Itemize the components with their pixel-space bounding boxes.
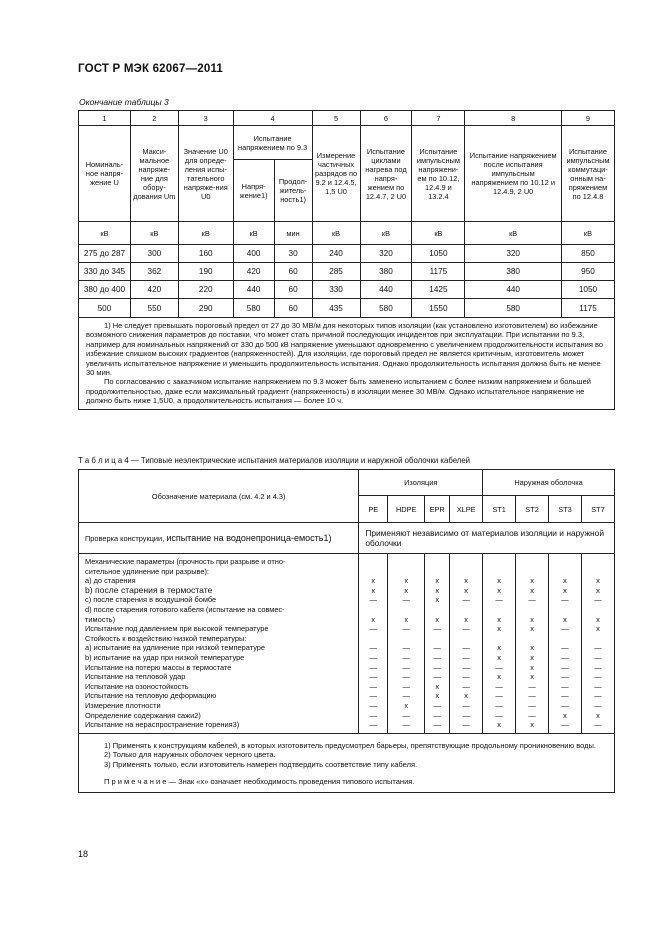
material-column-header: XLPE bbox=[450, 496, 483, 523]
mark-cell: — bbox=[462, 720, 470, 730]
col-num: 9 bbox=[561, 111, 614, 126]
table-cell: 1425 bbox=[412, 281, 465, 299]
test-row-label: Испытание на озоностойкость bbox=[85, 681, 189, 691]
mark-cell: — bbox=[594, 643, 602, 653]
mark-cell: — bbox=[561, 652, 569, 662]
mark-column bbox=[425, 554, 450, 734]
mark-cell: — bbox=[369, 652, 377, 662]
mark-cell: — bbox=[402, 691, 410, 701]
mark-cell: x bbox=[435, 576, 440, 586]
test-row-label: Механические параметры (прочность при разрыве и отно- bbox=[85, 557, 286, 566]
mark-cell: — bbox=[594, 700, 602, 710]
mark-cell bbox=[582, 567, 614, 577]
mark-cell: — bbox=[528, 691, 536, 701]
material-column-header: ST1 bbox=[483, 496, 516, 523]
table3-note-1: 1) Не следует превышать пороговый предел от 27 до 30 МВ/м для некоторых типов изоляции (как установлено изготовителем) во избежание возможного снижения параметров до поставки, что может стать причиной последующих инцидентов при эксплуатации. При испытании по 9.3, например для номинальных напряжений от 330 до 500 кВ напряжение уменьшают одновременно с увеличением продолжительности испытания во избежание слишком высоких градиентов (напряженностей). Для изоляции, где пороговый предел не является критичным, изготовитель может увеличить испытательное напряжение и уменьшить продолжительность испытания. Однако продолжительность испытания должна быть не менее 30 мин. bbox=[86, 321, 604, 378]
header-impulse: Испытание импульсным напряжени-ем по 10.12, 12.4.9 и 13.2.4 bbox=[412, 126, 465, 222]
table-cell: 380 bbox=[360, 263, 412, 281]
mark-cell: x bbox=[596, 710, 600, 720]
mark-cell bbox=[516, 557, 548, 567]
table-cell: 220 bbox=[178, 281, 233, 299]
mark-cell: — bbox=[369, 662, 377, 672]
mark-cell: — bbox=[462, 681, 470, 691]
mark-cell: x bbox=[371, 585, 376, 595]
mark-cell: x bbox=[464, 576, 468, 586]
table-cell: 320 bbox=[360, 245, 412, 263]
header-after-impulse: Испытание напряжением после испытания импульсным напряжением по 10.12 и 12.4.9, 2 U0 bbox=[465, 126, 562, 222]
table-cell: 380 bbox=[465, 263, 562, 281]
test-row-label: Испытание под давлением при высокой температуре bbox=[85, 624, 269, 634]
table-cell: 330 bbox=[312, 281, 360, 299]
mark-cell: — bbox=[402, 710, 410, 720]
mark-cell: — bbox=[462, 624, 470, 634]
mark-cell: x bbox=[435, 585, 440, 595]
table-row bbox=[79, 245, 615, 263]
mark-cell: — bbox=[433, 643, 441, 653]
test-row-label: Определение содержания сажи2) bbox=[85, 710, 201, 720]
mark-cell: — bbox=[495, 681, 503, 691]
col-num: 5 bbox=[312, 111, 360, 126]
unit-cell: кВ bbox=[312, 222, 360, 245]
material-column-header: PE bbox=[359, 496, 388, 523]
mark-cell: — bbox=[369, 681, 377, 691]
table-cell: 1175 bbox=[561, 299, 614, 318]
col-num: 2 bbox=[130, 111, 178, 126]
table-cell: 160 bbox=[178, 245, 233, 263]
mark-cell: — bbox=[433, 700, 441, 710]
table-row bbox=[79, 299, 615, 318]
mark-cell bbox=[549, 567, 581, 577]
sheath-header: Наружная оболочка bbox=[483, 470, 615, 496]
unit-cell: кВ bbox=[233, 222, 274, 245]
mark-column bbox=[483, 554, 516, 734]
mark-cell: — bbox=[561, 691, 569, 701]
unit-cell: кВ bbox=[412, 222, 465, 245]
mark-cell bbox=[450, 557, 482, 567]
mark-cell bbox=[359, 605, 387, 615]
mark-column bbox=[388, 554, 425, 734]
mark-cell: — bbox=[561, 624, 569, 634]
mark-cell: x bbox=[530, 643, 534, 653]
test-row-label: Испытание на тепловую деформацию bbox=[85, 691, 217, 701]
mark-cell: — bbox=[369, 710, 377, 720]
mark-cell: x bbox=[497, 643, 501, 653]
mark-cell: — bbox=[402, 681, 410, 691]
mark-cell bbox=[582, 634, 614, 644]
table-cell: 580 bbox=[233, 299, 274, 318]
mark-cell: — bbox=[369, 643, 377, 653]
mark-cell bbox=[516, 634, 548, 644]
table3-notes bbox=[79, 318, 615, 410]
mark-cell: x bbox=[464, 691, 468, 701]
table4-notes bbox=[79, 733, 615, 793]
mark-cell: — bbox=[369, 691, 377, 701]
mark-cell: — bbox=[528, 700, 536, 710]
mark-cell bbox=[483, 567, 515, 577]
unit-cell: кВ bbox=[79, 222, 131, 245]
header-max-voltage: Макси-мальное напряже-ние для обору-дования Um bbox=[130, 126, 178, 222]
test-row-label: c) после старения в воздушной бомбе bbox=[85, 595, 217, 605]
header-nominal-voltage: Номиналь-ное напря-жение U bbox=[79, 126, 131, 222]
mark-cell: — bbox=[462, 662, 470, 672]
test-row-label: b) испытание на удар при низкой температуре bbox=[85, 652, 245, 662]
unit-cell: кВ bbox=[178, 222, 233, 245]
mark-cell: — bbox=[369, 720, 377, 730]
mark-cell: — bbox=[402, 672, 410, 682]
mark-cell bbox=[450, 567, 482, 577]
test-row-label: а) испытание на удлинение при низкой температуре bbox=[85, 643, 266, 653]
table3-caption: Окончание таблицы 3 bbox=[79, 97, 169, 107]
test-row-label: Испытание на потерю массы в термостате bbox=[85, 662, 232, 672]
mark-cell: x bbox=[464, 585, 468, 595]
mark-column bbox=[359, 554, 388, 734]
mark-cell: x bbox=[530, 614, 534, 624]
table-row bbox=[79, 263, 615, 281]
mark-cell: x bbox=[404, 614, 409, 624]
mark-cell: x bbox=[596, 614, 600, 624]
mark-cell bbox=[388, 557, 424, 567]
mark-cell: — bbox=[402, 662, 410, 672]
page-header: ГОСТ Р МЭК 62067—2011 bbox=[78, 63, 224, 75]
table-cell: 580 bbox=[465, 299, 562, 318]
table3-note-2: По согласованию с заказчиком испытание напряжением по 9.3 может быть заменено испытанием с более низким напряжением и большей продолжительностью, даже если максимальный градиент (напряженность) в изоляции менее 30 МВ/м. Однако испытательное напряжение не должно быть ниже 1,5U0, а продолжительность испытания — более 10 ч. bbox=[86, 377, 591, 406]
table-cell: 60 bbox=[274, 299, 312, 318]
mark-cell: x bbox=[435, 691, 440, 701]
table-cell: 420 bbox=[233, 263, 274, 281]
table-cell: 400 bbox=[233, 245, 274, 263]
mark-cell: x bbox=[371, 614, 376, 624]
table-cell: 580 bbox=[360, 299, 412, 318]
mark-cell: x bbox=[497, 576, 501, 586]
table-cell: 190 bbox=[178, 263, 233, 281]
mark-cell: — bbox=[594, 720, 602, 730]
mark-cell: — bbox=[594, 595, 602, 605]
mark-cell: — bbox=[495, 691, 503, 701]
mark-cell: — bbox=[402, 643, 410, 653]
mark-cell bbox=[549, 634, 581, 644]
mark-cell: — bbox=[561, 672, 569, 682]
mark-cell: x bbox=[497, 720, 501, 730]
col-num: 7 bbox=[412, 111, 465, 126]
table-cell: 30 bbox=[274, 245, 312, 263]
mark-cell bbox=[388, 634, 424, 644]
header-u0: Значение U0 для опреде-ления испы-тательного напряже-ния U0 bbox=[178, 126, 233, 222]
test-row-label: Испытание на тепловой удар bbox=[85, 672, 186, 682]
header-partial-discharge: Измерение частичных разрядов по 9.2 и 12.4.5, 1,5 U0 bbox=[312, 126, 360, 222]
mark-cell: x bbox=[563, 710, 567, 720]
test-row-label: Измерение плотности bbox=[85, 700, 161, 710]
table-cell: 275 до 287 bbox=[79, 245, 131, 263]
table-cell: 440 bbox=[465, 281, 562, 299]
col-num: 4 bbox=[233, 111, 312, 126]
mark-cell: x bbox=[435, 595, 440, 605]
material-column-header: HDPE bbox=[388, 496, 425, 523]
table-cell: 950 bbox=[561, 263, 614, 281]
header-duration: Продол-житель-ность1) bbox=[274, 160, 312, 222]
page-number: 18 bbox=[78, 849, 89, 859]
mark-cell bbox=[359, 634, 387, 644]
table-cell: 420 bbox=[130, 281, 178, 299]
mark-cell: — bbox=[528, 710, 536, 720]
mark-cell bbox=[425, 567, 449, 577]
mark-cell bbox=[359, 567, 387, 577]
table-cell: 1175 bbox=[412, 263, 465, 281]
material-column-header: ST3 bbox=[549, 496, 582, 523]
mark-cell: x bbox=[404, 700, 409, 710]
test-list bbox=[79, 554, 359, 734]
col-num: 6 bbox=[360, 111, 412, 126]
table-cell: 380 до 400 bbox=[79, 281, 131, 299]
table-cell: 550 bbox=[130, 299, 178, 318]
mark-cell: — bbox=[561, 595, 569, 605]
test-row-label: d) после старения готового кабеля (испытание на совмес- bbox=[85, 604, 285, 614]
mark-cell bbox=[516, 567, 548, 577]
table-3 bbox=[78, 110, 615, 410]
mark-cell: — bbox=[369, 624, 377, 634]
column-number-row bbox=[79, 111, 615, 126]
table-cell: 330 до 345 bbox=[79, 263, 131, 281]
test-row-label: b) после старения в термостате bbox=[85, 584, 213, 595]
table-cell: 320 bbox=[465, 245, 562, 263]
material-column-header: ST2 bbox=[516, 496, 549, 523]
mark-cell bbox=[388, 605, 424, 615]
unit-cell: кВ bbox=[561, 222, 614, 245]
test-row-label: Испытание на нераспространение горения3) bbox=[85, 720, 240, 730]
mark-cell: x bbox=[371, 576, 376, 586]
mark-cell: x bbox=[497, 652, 501, 662]
mark-cell: x bbox=[563, 576, 567, 586]
mark-cell bbox=[549, 605, 581, 615]
mark-cell bbox=[359, 557, 387, 567]
mark-cell: — bbox=[561, 700, 569, 710]
mark-cell bbox=[483, 557, 515, 567]
mark-cell: — bbox=[369, 595, 377, 605]
mark-cell: x bbox=[497, 624, 501, 634]
table-cell: 1050 bbox=[561, 281, 614, 299]
mark-cell: — bbox=[594, 662, 602, 672]
mark-cell bbox=[425, 605, 449, 615]
mark-cell bbox=[450, 605, 482, 615]
mark-cell: — bbox=[369, 700, 377, 710]
table-row bbox=[79, 281, 615, 299]
table-cell: 440 bbox=[360, 281, 412, 299]
test-row-label: сительное удлинение при разрыве): bbox=[85, 566, 209, 576]
test-row-label: а) до старения bbox=[85, 576, 136, 586]
mark-column bbox=[581, 554, 614, 734]
mark-cell bbox=[582, 605, 614, 615]
test-row-label: Стойкость к воздействию низкой температуры: bbox=[85, 633, 247, 643]
mark-column bbox=[549, 554, 582, 734]
mark-cell bbox=[483, 634, 515, 644]
header-switching-impulse: Испытание импульсным коммутаци-онным на-пряжением по 12.4.8 bbox=[561, 126, 614, 222]
design-check-value: Применяют независимо от материалов изоляции и наружной оболочки bbox=[359, 523, 615, 554]
table-cell: 362 bbox=[130, 263, 178, 281]
mark-cell: — bbox=[462, 700, 470, 710]
units-row bbox=[79, 222, 615, 245]
mark-cell: — bbox=[433, 672, 441, 682]
table-cell: 435 bbox=[312, 299, 360, 318]
col-num: 3 bbox=[178, 111, 233, 126]
mark-cell: — bbox=[402, 595, 410, 605]
mark-cell bbox=[388, 567, 424, 577]
table4-remark: П р и м е ч а н и е — Знак «x» означает необходимость проведения типового испытания. bbox=[104, 776, 415, 786]
mark-cell: — bbox=[495, 595, 503, 605]
table-cell: 290 bbox=[178, 299, 233, 318]
mark-cell: — bbox=[462, 643, 470, 653]
mark-cell: x bbox=[530, 624, 534, 634]
mark-cell: — bbox=[402, 652, 410, 662]
mark-column bbox=[516, 554, 549, 734]
mark-cell: — bbox=[462, 652, 470, 662]
mark-cell: — bbox=[433, 710, 441, 720]
test-row-label: тимость) bbox=[85, 614, 116, 624]
mark-cell: — bbox=[495, 710, 503, 720]
table4-note-1: 1) Применять к конструкциям кабелей, в которых изготовитель предусмотрел барьеры, препятствующие продольному проникновению воды. bbox=[104, 740, 596, 750]
mark-cell bbox=[483, 605, 515, 615]
unit-cell: кВ bbox=[360, 222, 412, 245]
col-num: 1 bbox=[79, 111, 131, 126]
mark-cell: — bbox=[594, 691, 602, 701]
mark-cell: x bbox=[596, 624, 600, 634]
table-cell: 440 bbox=[233, 281, 274, 299]
mark-cell: — bbox=[462, 672, 470, 682]
mark-cell: x bbox=[530, 672, 534, 682]
mark-cell: — bbox=[594, 681, 602, 691]
mark-cell bbox=[425, 557, 449, 567]
mark-cell: — bbox=[433, 624, 441, 634]
table-cell: 60 bbox=[274, 281, 312, 299]
mark-cell: — bbox=[561, 720, 569, 730]
mark-cell: — bbox=[561, 662, 569, 672]
mark-cell: x bbox=[497, 585, 501, 595]
mark-cell: x bbox=[530, 662, 534, 672]
material-column-header: EPR bbox=[425, 496, 450, 523]
mark-cell: — bbox=[462, 595, 470, 605]
table-cell: 300 bbox=[130, 245, 178, 263]
table4-note-2: 2) Только для наружных оболочек черного цвета. bbox=[104, 750, 276, 760]
mark-cell: — bbox=[594, 652, 602, 662]
mark-cell bbox=[582, 557, 614, 567]
table-cell: 1050 bbox=[412, 245, 465, 263]
material-header: Обозначение материала (см. 4.2 и 4.3) bbox=[79, 470, 359, 523]
mark-cell: x bbox=[435, 614, 440, 624]
mark-cell: — bbox=[402, 624, 410, 634]
table-cell: 240 bbox=[312, 245, 360, 263]
mark-cell: — bbox=[594, 672, 602, 682]
mark-cell: x bbox=[596, 585, 600, 595]
material-column-header: ST7 bbox=[581, 496, 614, 523]
mark-cell: x bbox=[497, 614, 501, 624]
mark-cell: — bbox=[561, 681, 569, 691]
table4-caption: Т а б л и ц а 4 — Типовые неэлектрические испытания материалов изоляции и наружной оболочки кабелей bbox=[78, 456, 471, 465]
mark-cell bbox=[549, 557, 581, 567]
mark-cell: — bbox=[495, 662, 503, 672]
mark-cell: x bbox=[464, 614, 468, 624]
mark-column bbox=[450, 554, 483, 734]
table-cell: 500 bbox=[79, 299, 131, 318]
mark-cell: — bbox=[561, 643, 569, 653]
col-num: 8 bbox=[465, 111, 562, 126]
unit-cell: мин bbox=[274, 222, 312, 245]
header-voltage-test: Испытание напряжением по 9.3 bbox=[233, 126, 312, 160]
mark-cell: — bbox=[433, 652, 441, 662]
mark-cell bbox=[450, 634, 482, 644]
insulation-header: Изоляция bbox=[359, 470, 483, 496]
mark-cell: x bbox=[530, 652, 534, 662]
unit-cell: кВ bbox=[465, 222, 562, 245]
table-cell: 285 bbox=[312, 263, 360, 281]
mark-cell: — bbox=[495, 700, 503, 710]
table-4 bbox=[78, 469, 615, 793]
mark-cell bbox=[425, 634, 449, 644]
table-cell: 60 bbox=[274, 263, 312, 281]
mark-cell bbox=[516, 605, 548, 615]
mark-cell: x bbox=[497, 672, 501, 682]
mark-cell: x bbox=[435, 681, 440, 691]
table-cell: 1550 bbox=[412, 299, 465, 318]
mark-cell: x bbox=[563, 585, 567, 595]
mark-cell: x bbox=[563, 614, 567, 624]
mark-cell: — bbox=[462, 710, 470, 720]
mark-cell: x bbox=[530, 576, 534, 586]
mark-cell: — bbox=[433, 662, 441, 672]
mark-cell: x bbox=[530, 585, 534, 595]
mark-cell: x bbox=[404, 585, 409, 595]
header-voltage: Напря-жение1) bbox=[233, 160, 274, 222]
mark-cell: — bbox=[528, 681, 536, 691]
header-heating-cycle: Испытание циклами нагрева под напря-жением по 12.4.7, 2 U0 bbox=[360, 126, 412, 222]
table-cell: 850 bbox=[561, 245, 614, 263]
mark-cell: — bbox=[402, 720, 410, 730]
mark-cell: — bbox=[528, 595, 536, 605]
mark-cell: — bbox=[369, 672, 377, 682]
mark-cell: x bbox=[596, 576, 600, 586]
table4-note-3: 3) Применять только, если изготовитель намерен подтвердить соответствие типу кабеля. bbox=[104, 759, 418, 769]
unit-cell: кВ bbox=[130, 222, 178, 245]
design-check-label: Проверка конструкции, испытание на водонепроница-емость1) bbox=[79, 523, 359, 554]
mark-cell: x bbox=[530, 720, 534, 730]
mark-cell: x bbox=[404, 576, 409, 586]
mark-cell: — bbox=[433, 720, 441, 730]
